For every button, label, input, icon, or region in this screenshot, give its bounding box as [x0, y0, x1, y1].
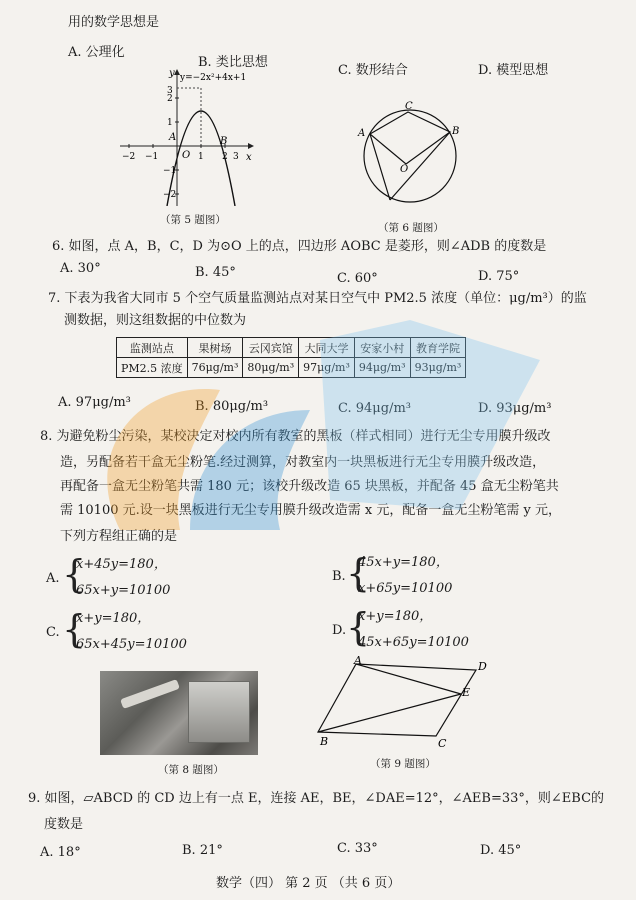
figure-9-parallelogram: [316, 656, 496, 748]
circle-o: [364, 110, 456, 202]
point-a-label: A: [354, 656, 362, 667]
q8-option-c-eq2: 65x+45y=10100: [76, 637, 187, 652]
q5-option-b: B. 类比思想: [198, 55, 268, 70]
chalk-icon: [120, 679, 180, 709]
table-header-cell: 云冈宾馆: [243, 338, 299, 358]
point-a-label: A: [358, 128, 366, 139]
table-cell: 93μg/m³: [410, 358, 466, 378]
q8-option-b-eq1: 45x+y=180，: [358, 555, 449, 570]
brace-icon: {: [346, 551, 371, 595]
q6-option-d: D. 75°: [478, 269, 520, 284]
question-8-line-1: 8. 为避免粉尘污染，某校决定对校内所有教室的黑板（样式相同）进行无尘专用膜升级改: [40, 429, 551, 444]
brace-icon: {: [62, 607, 87, 651]
q6-option-b: B. 45°: [195, 265, 236, 280]
figure-6-circle: [350, 98, 470, 208]
x-axis-label: x: [246, 152, 252, 163]
q8-option-b-label: B.: [332, 569, 346, 584]
figure-5-caption: （第 5 题图）: [160, 214, 226, 226]
intro-line: 用的数学思想是: [68, 15, 160, 30]
y-tick-label: 2: [167, 94, 173, 104]
q7-option-d: D. 93μg/m³: [478, 401, 552, 416]
figure-8-caption: （第 8 题图）: [158, 764, 224, 776]
question-7-line-2: 测数据，则这组数据的中位数为: [64, 313, 247, 328]
point-e-label: E: [462, 686, 471, 699]
q6-option-c: C. 60°: [337, 271, 378, 286]
table-header-cell: 监测站点: [117, 338, 188, 358]
q9-option-a: A. 18°: [40, 845, 81, 860]
q9-option-b: B. 21°: [182, 843, 223, 858]
table-header-cell: 大同大学: [299, 338, 355, 358]
point-b-label: B: [320, 735, 329, 748]
point-c-label: C: [405, 101, 413, 112]
point-c-label: C: [438, 737, 447, 748]
q8-option-a-eq1: x+45y=180，: [76, 557, 167, 572]
q5-option-a: A. 公理化: [68, 45, 125, 60]
table-cell: PM2.5 浓度: [117, 358, 188, 378]
q7-option-a: A. 97μg/m³: [58, 395, 131, 410]
q5-option-d: D. 模型思想: [478, 63, 549, 78]
point-b-label: B: [220, 136, 228, 147]
question-8-line-2: 造，另配备若干盒无尘粉笔.经过测算，对教室内一块黑板进行无尘专用膜升级改造，: [60, 455, 546, 470]
y-tick-label: −2: [163, 190, 177, 200]
y-tick-label: 3: [167, 86, 173, 96]
q8-option-d-eq2: 45x+65y=10100: [358, 635, 469, 650]
table-cell: 80μg/m³: [243, 358, 299, 378]
q7-option-b: B. 80μg/m³: [195, 399, 269, 414]
page-footer: 数学（四） 第 2 页 （共 6 页）: [216, 876, 401, 891]
table-header-cell: 果树场: [187, 338, 243, 358]
table-cell: 97μg/m³: [299, 358, 355, 378]
chalk-box-icon: [188, 681, 250, 743]
point-b-label: B: [452, 126, 460, 137]
equation-label: y=−2x²+4x+1: [180, 73, 247, 83]
q8-option-c-eq1: x+y=180，: [76, 611, 151, 626]
q8-option-d-label: D.: [332, 623, 347, 638]
y-tick-label: −1: [163, 166, 177, 176]
q9-option-d: D. 45°: [480, 843, 522, 858]
q8-option-a-eq2: 65x+y=10100: [76, 583, 171, 598]
q9-option-c: C. 33°: [337, 841, 378, 856]
origin-label: O: [182, 150, 191, 161]
brace-icon: {: [346, 605, 371, 649]
question-6-text: 6. 如图，点 A，B，C，D 为⊙O 上的点，四边形 AOBC 是菱形，则∠ADB 的度数是: [52, 239, 547, 254]
question-9-line-1: 9. 如图，▱ABCD 的 CD 边上有一点 E，连接 AE，BE，∠DAE=12°，∠AEB=33°，则∠EBC的: [28, 791, 605, 806]
table-header-cell: 安家小村: [354, 338, 410, 358]
figure-5-graph: [120, 66, 255, 206]
table-header-row: [117, 338, 466, 358]
question-8-line-3: 再配备一盒无尘粉笔共需 180 元；该校升级改造 65 块黑板，并配备 45 盒无尘粉笔共: [60, 479, 559, 494]
question-7-line-1: 7. 下表为我省大同市 5 个空气质量监测站点对某日空气中 PM2.5 浓度（单位：μg/m³）的监: [48, 291, 587, 306]
q5-option-c: C. 数形结合: [338, 63, 408, 78]
q8-option-b-eq2: x+65y=10100: [358, 581, 453, 596]
y-axis-label: y: [169, 68, 175, 79]
q6-option-a: A. 30°: [60, 261, 101, 276]
figure-8-photo: [100, 671, 258, 755]
q8-option-c-label: C.: [46, 625, 60, 640]
brace-icon: {: [62, 552, 87, 596]
pm25-table: [116, 337, 466, 378]
x-tick-label: −2: [122, 152, 136, 162]
table-header-cell: 教育学院: [410, 338, 466, 358]
q8-option-a-label: A.: [46, 571, 60, 586]
segment-be: [318, 694, 461, 732]
question-8-line-5: 下列方程组正确的是: [60, 529, 178, 544]
x-tick-label: 2: [222, 152, 228, 162]
x-tick-label: 3: [233, 152, 239, 162]
question-9-line-2: 度数是: [44, 817, 84, 832]
point-a-label: A: [169, 132, 177, 143]
q8-option-d-eq1: x+y=180，: [358, 609, 433, 624]
point-d-label: D: [478, 660, 487, 673]
figure-6-caption: （第 6 题图）: [378, 222, 444, 234]
table-row: [117, 358, 466, 378]
figure-9-caption: （第 9 题图）: [370, 758, 436, 770]
table-cell: 94μg/m³: [354, 358, 410, 378]
table-cell: 76μg/m³: [187, 358, 243, 378]
point-o-label: O: [400, 164, 409, 175]
q7-option-c: C. 94μg/m³: [338, 401, 411, 416]
question-8-line-4: 需 10100 元.设一块黑板进行无尘专用膜升级改造需 x 元，配备一盒无尘粉笔需 y 元，: [60, 503, 561, 518]
x-tick-label: 1: [198, 152, 204, 162]
x-tick-label: −1: [145, 152, 159, 162]
y-tick-label: 1: [167, 118, 173, 128]
